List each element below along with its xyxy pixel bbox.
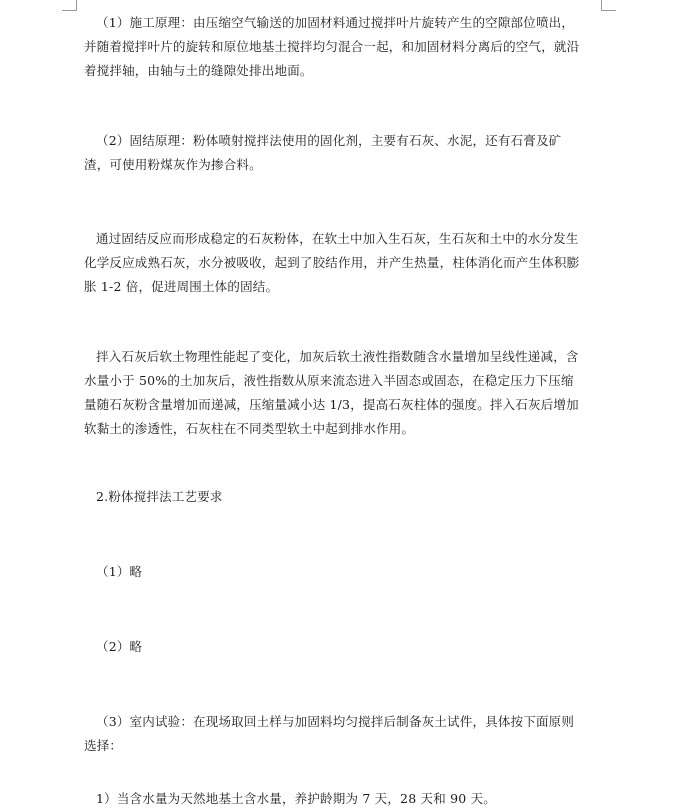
paragraph-solidification-principle: （2）固结原理：粉体喷射搅拌法使用的固化剂，主要有石灰、水泥，还有石膏及矿渣，可使用粉煤灰作为掺合料。 xyxy=(84,133,562,172)
page-corner-mark-left xyxy=(62,0,77,11)
paragraph-soil-properties: 拌入石灰后软土物理性能起了变化，加灰后软土液性指数随含水量增加呈线性递减，含水量小于 50%的土加灰后，液性指数从原来流态进入半固态或固态，在稳定压力下压缩量随石灰粉含量增加而递减，压缩量减小达 1/3，提高石灰柱体的强度。拌入石灰后增加软黏土的渗透性，石灰柱在不同类型软土中起到排水作用。 xyxy=(84,349,579,436)
sub-item-water-content: 1）当含水量为天然地基土含水量，养护龄期为 7 天，28 天和 90 天。 xyxy=(96,791,496,806)
section-heading-process-requirements: 2.粉体搅拌法工艺要求 xyxy=(96,489,223,504)
paragraph-lime-reaction: 通过固结反应而形成稳定的石灰粉体，在软土中加入生石灰，生石灰和土中的水分发生化学反应成熟石灰，水分被吸收，起到了胶结作用，并产生热量，柱体消化而产生体积膨胀 1-2 倍，促进周围土体的固结。 xyxy=(84,231,580,294)
list-item-1-omitted: （1）略 xyxy=(96,564,143,579)
paragraph-construction-principle: （1）施工原理：由压缩空气输送的加固材料通过搅拌叶片旋转产生的空隙部位喷出，并随着搅拌叶片的旋转和原位地基土搅拌均匀混合一起，和加固材料分离后的空气，就沿着搅拌轴，由轴与土的缝隙处排出地面。 xyxy=(84,15,580,78)
page-corner-mark-right xyxy=(601,0,616,11)
list-item-2-omitted: （2）略 xyxy=(96,639,143,654)
list-item-3-lab-test: （3）室内试验：在现场取回土样与加固料均匀搅拌后制备灰土试件，具体按下面原则选择： xyxy=(84,714,575,753)
